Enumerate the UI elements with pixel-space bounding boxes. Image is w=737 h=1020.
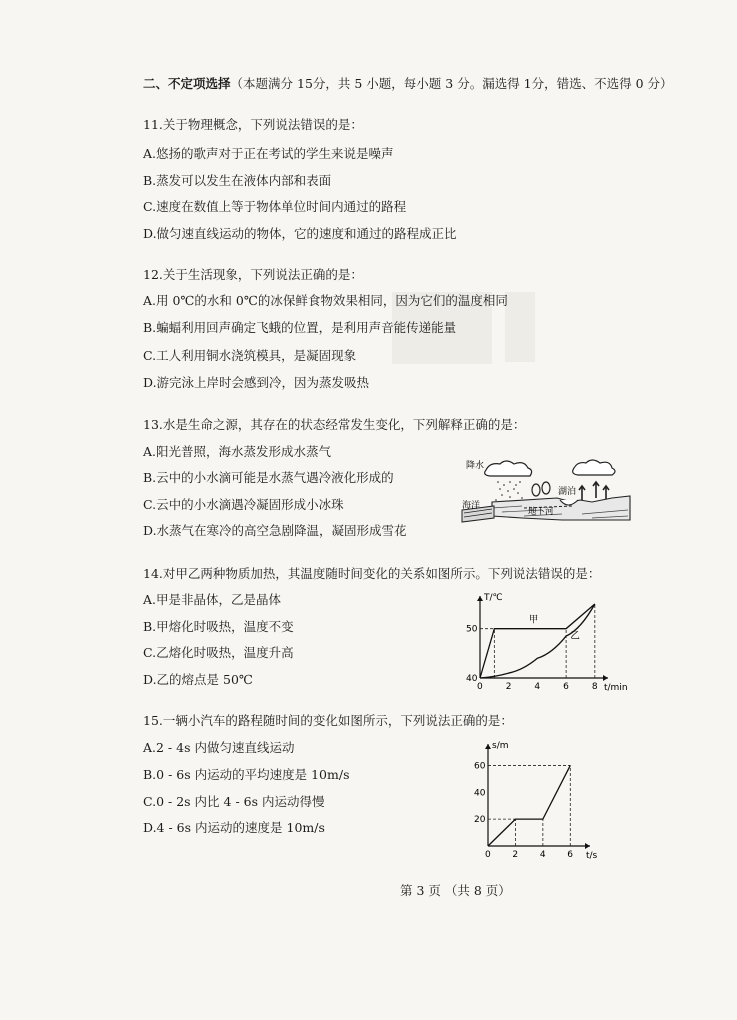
page-footer: 第 3 页 （共 8 页） xyxy=(400,883,511,898)
question-12-option-b: B.蝙蝠利用回声确定飞蛾的位置，是利用声音能传递能量 xyxy=(143,320,457,335)
rain-dots xyxy=(495,481,523,503)
series-line-1 xyxy=(488,765,570,846)
series-label: 乙 xyxy=(570,630,580,642)
question-13-option-c: C.云中的小水滴遇冷凝固形成小冰珠 xyxy=(143,497,344,512)
x-tick-label: 4 xyxy=(534,682,541,692)
y-tick-label: 40 xyxy=(474,788,486,799)
melting-chart xyxy=(462,590,628,693)
y-axis-arrow xyxy=(477,596,483,601)
distance-time-chart xyxy=(466,738,616,862)
question-11-option-d: D.做匀速直线运动的物体，它的速度和通过的路程成正比 xyxy=(143,226,457,241)
section-title: 二、不定项选择 xyxy=(143,76,231,91)
cloud-shape xyxy=(485,461,532,476)
series-label: 甲 xyxy=(528,614,539,626)
question-15-option-c: C.0 - 2s 内比 4 - 6s 内运动得慢 xyxy=(143,794,325,809)
distance-time-chart-svg xyxy=(466,738,616,862)
question-15-option-b: B.0 - 6s 内运动的平均速度是 10m/s xyxy=(143,767,350,782)
question-13-option-d: D.水蒸气在寒冷的高空急剧降温，凝固形成雪花 xyxy=(143,523,407,538)
question-14-option-d: D.乙的熔点是 50℃ xyxy=(143,672,253,687)
y-axis-label: T/℃ xyxy=(484,593,503,603)
question-13-stem: 13.水是生命之源，其存在的状态经常发生变化，下列解释正确的是： xyxy=(143,417,526,432)
question-12-stem: 12.关于生活现象，下列说法正确的是： xyxy=(143,267,363,282)
y-tick-label: 40 xyxy=(466,674,478,684)
question-12-option-c: C.工人利用铜水浇筑模具，是凝固现象 xyxy=(143,348,357,363)
question-13-option-b: B.云中的小水滴可能是水蒸气遇冷液化形成的 xyxy=(143,470,394,485)
question-11-stem: 11.关于物理概念，下列说法错误的是： xyxy=(143,117,363,132)
question-14-option-c: C.乙熔化时吸热，温度升高 xyxy=(143,645,294,660)
x-tick-label: 6 xyxy=(567,850,574,860)
bleed-through-mark xyxy=(505,292,535,362)
y-tick-label: 50 xyxy=(466,624,478,635)
question-14-option-a: A.甲是非晶体，乙是晶体 xyxy=(143,592,282,607)
x-tick-label: 2 xyxy=(505,682,512,692)
x-tick-label: 0 xyxy=(485,850,491,860)
question-11-option-a: A.悠扬的歌声对于正在考试的学生来说是噪声 xyxy=(143,146,394,161)
x-tick-label: 6 xyxy=(563,682,569,692)
melting-chart-svg xyxy=(462,590,628,693)
question-14-stem: 14.对甲乙两种物质加热，其温度随时间变化的关系如图所示。下列说法错误的是： xyxy=(143,566,601,581)
rain-label: 降水 xyxy=(466,461,485,471)
x-tick-label: 2 xyxy=(512,850,519,860)
x-axis-arrow xyxy=(585,843,590,849)
x-tick-label: 4 xyxy=(539,850,546,860)
section-note: （本题满分 15分，共 5 小题，每小题 3 分。漏选得 1分，错选、不选得 0 分） xyxy=(230,76,673,91)
question-11-option-c: C.速度在数值上等于物体单位时间内通过的路程 xyxy=(143,199,407,214)
question-12-option-d: D.游完泳上岸时会感到冷，因为蒸发吸热 xyxy=(143,375,370,390)
question-15-option-a: A.2 - 4s 内做匀速直线运动 xyxy=(143,740,295,755)
question-11-option-b: B.蒸发可以发生在液体内部和表面 xyxy=(143,173,332,188)
x-axis-label: t/min xyxy=(604,683,628,693)
lake-label: 湖泊 xyxy=(558,487,577,497)
x-axis-label: t/s xyxy=(586,851,598,861)
underground-river-label: 地下河 xyxy=(528,507,554,517)
question-13-option-a: A.阳光普照，海水蒸发形成水蒸气 xyxy=(143,444,332,459)
y-tick-label: 60 xyxy=(474,761,486,772)
x-tick-label: 8 xyxy=(591,682,598,692)
water-cycle-figure xyxy=(462,458,637,528)
question-15-stem: 15.一辆小汽车的路程随时间的变化如图所示，下列说法正确的是： xyxy=(143,713,513,728)
y-axis-label: s/m xyxy=(492,741,509,751)
question-12-option-a: A.用 0℃的水和 0℃的冰保鲜食物效果相同，因为它们的温度相同 xyxy=(143,293,508,308)
x-tick-label: 0 xyxy=(477,682,483,692)
question-14-option-b: B.甲熔化时吸热，温度不变 xyxy=(143,619,294,634)
y-axis-arrow xyxy=(485,744,491,749)
question-15-option-d: D.4 - 6s 内运动的速度是 10m/s xyxy=(143,820,325,835)
cloud-shape xyxy=(573,460,615,475)
section-header xyxy=(143,76,673,92)
ocean-label: 海洋 xyxy=(462,501,481,511)
y-tick-label: 20 xyxy=(474,815,486,826)
x-axis-arrow xyxy=(603,675,608,681)
